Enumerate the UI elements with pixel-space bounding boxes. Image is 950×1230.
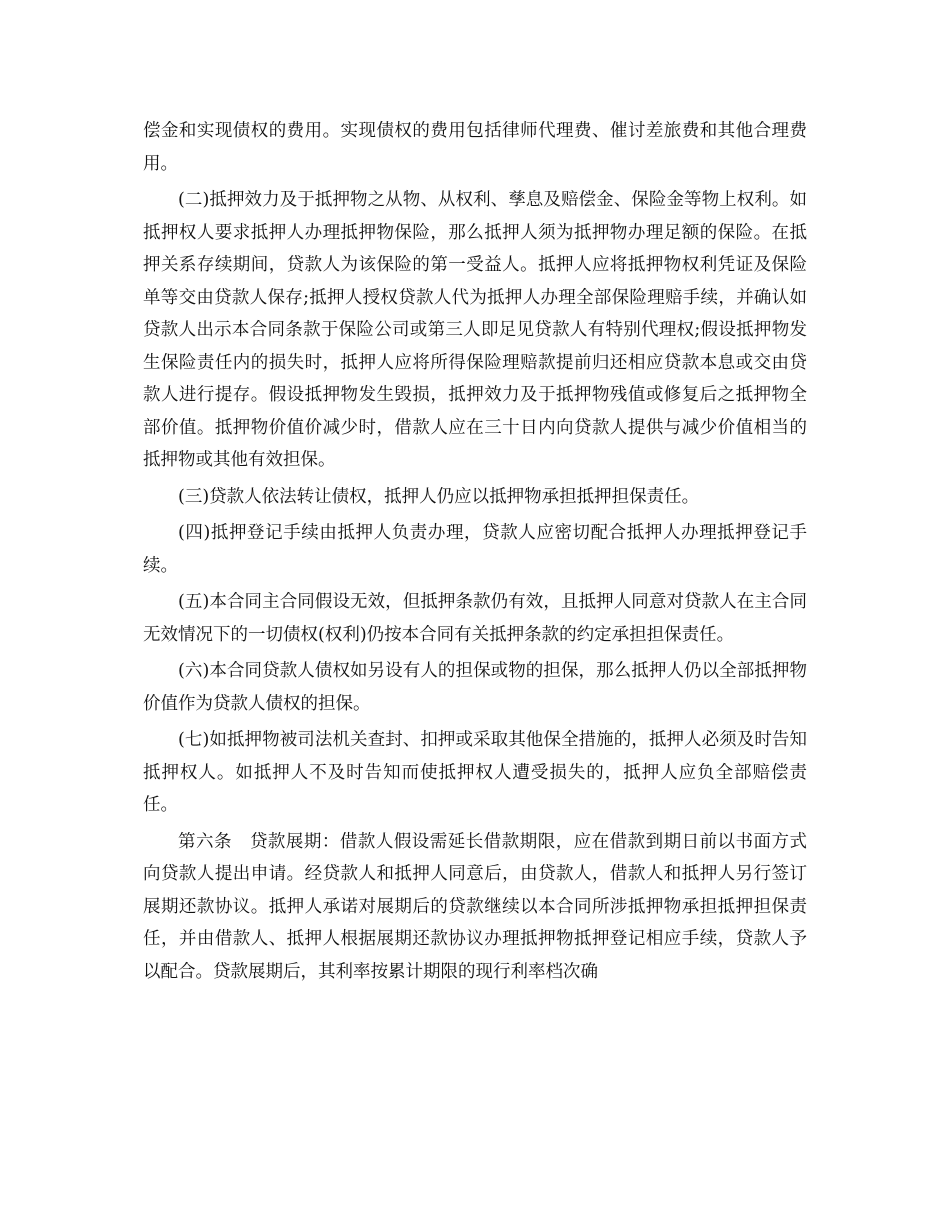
paragraph-clause-5: (五)本合同主合同假设无效，但抵押条款仍有效，且抵押人同意对贷款人在主合同无效情况下的一切债权(权利)仍按本合同有关抵押条款的约定承担担保责任。: [143, 592, 807, 645]
paragraph-clause-2: (二)抵押效力及于抵押物之从物、从权利、孳息及赔偿金、保险金等物上权利。如抵押权人要求抵押人办理抵押物保险，那么抵押人须为抵押物办理足额的保险。在抵押关系存续期间，贷款人为该保险的第一受益人。抵押人应将抵押物权利凭证及保险单等交由贷款人保存;抵押人授权贷款人代为抵押人办理全部保险理赔手续，并确认如贷款人出示本合同条款于保险公司或第三人即足见贷款人有特别代理权;假设抵押物发生保险责任内的损失时，抵押人应将所得保险理赔款提前归还相应贷款本息或交由贷款人进行提存。假设抵押物发生毁损，抵押效力及于抵押物残值或修复后之抵押物全部价值。抵押物价值价减少时，借款人应在三十日内向贷款人提供与减少价值相当的抵押物或其他有效担保。: [143, 190, 807, 470]
paragraph-clause-6: (六)本合同贷款人债权如另设有人的担保或物的担保，那么抵押人仍以全部抵押物价值作为贷款人债权的担保。: [143, 661, 807, 714]
paragraph-clause-3: (三)贷款人依法转让债权，抵押人仍应以抵押物承担抵押担保责任。: [178, 486, 700, 507]
paragraph-continuation: 偿金和实现债权的费用。实现债权的费用包括律师代理费、催讨差旅费和其他合理费用。: [143, 121, 807, 174]
paragraph-clause-4: (四)抵押登记手续由抵押人负责办理，贷款人应密切配合抵押人办理抵押登记手续。: [143, 523, 807, 576]
paragraph-article-6: 第六条 贷款展期：借款人假设需延长借款期限，应在借款到期日前以书面方式向贷款人提出申请。经贷款人和抵押人同意后，由贷款人，借款人和抵押人另行签订展期还款协议。抵押人承诺对展期后的贷款继续以本合同所涉抵押物承担抵押担保责任，并由借款人、抵押人根据展期还款协议办理抵押物抵押登记相应手续，贷款人予以配合。贷款展期后，其利率按累计期限的现行利率档次确: [143, 831, 807, 982]
paragraph-clause-7: (七)如抵押物被司法机关查封、扣押或采取其他保全措施的，抵押人必须及时告知抵押权人。如抵押人不及时告知而使抵押权人遭受损失的，抵押人应负全部赔偿责任。: [143, 730, 807, 815]
document-body: [143, 115, 807, 992]
